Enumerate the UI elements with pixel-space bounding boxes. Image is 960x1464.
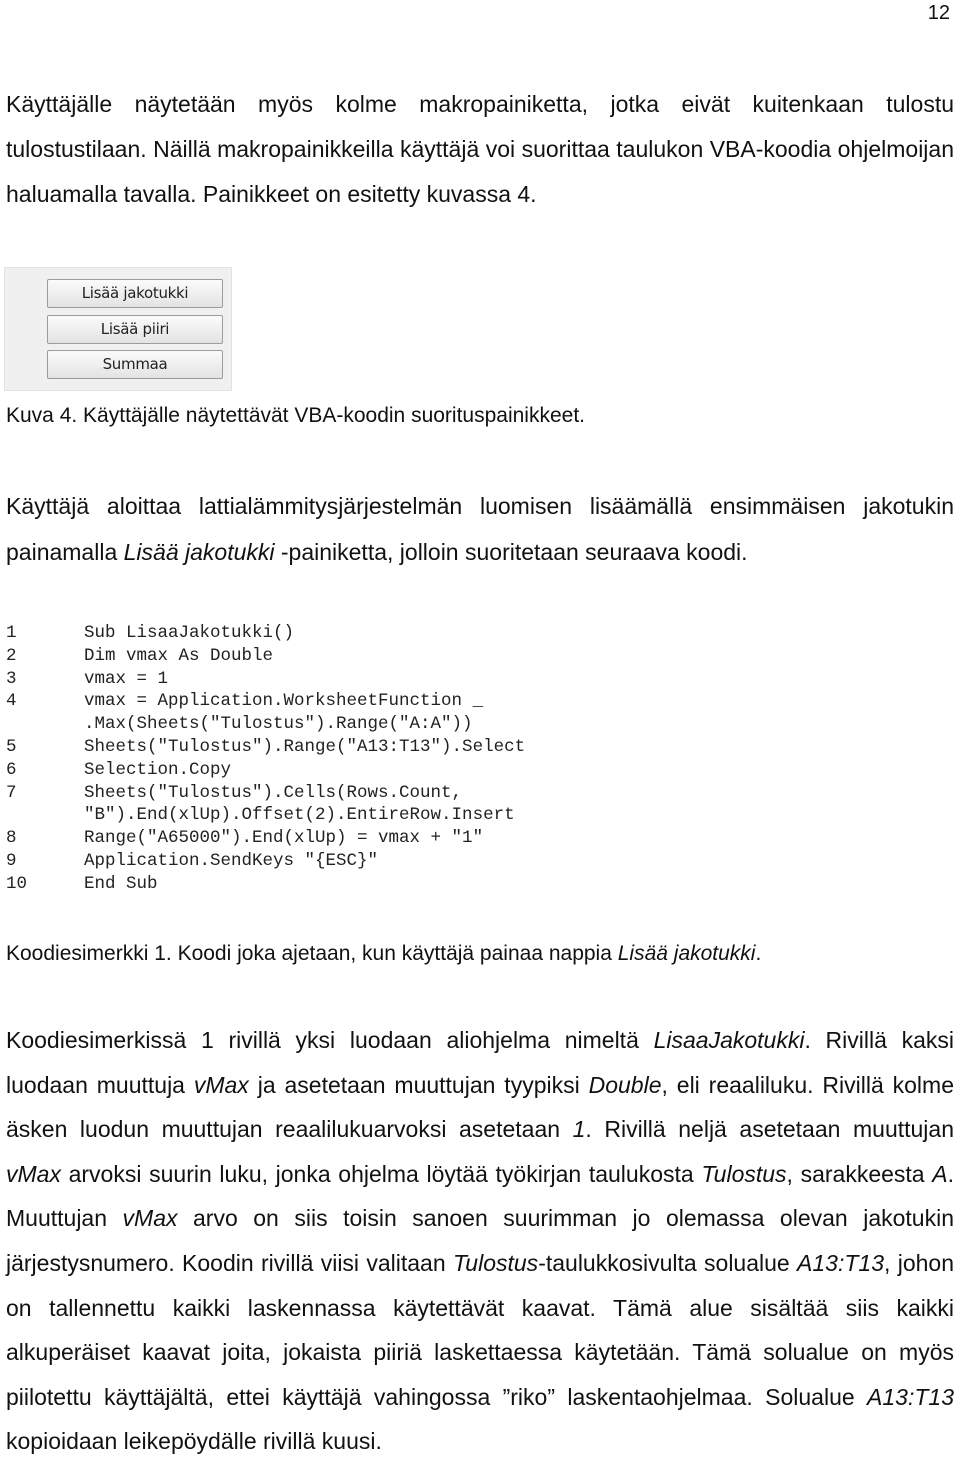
paragraph-text: . Rivillä neljä asetetaan muuttujan [585,1116,954,1143]
italic-term: Tulostus [452,1249,539,1276]
code-line [6,873,906,896]
paragraph-text: , johon on tallennettu kaikki laskennassa käytettävät kaavat. Tämä alue sisältää siis kaikki alkuperäiset kaavat joita, jokaista piiriä laskettaessa käytetään. Tämä solualue on myös piilotettu käyttäjältä, ettei käyttäjä vahingossa ”riko” laskentaohjelmaa. Solualue [6,1249,954,1410]
italic-term: A13:T13 [797,1249,884,1276]
code-line-number [6,804,84,827]
page-number: 12 [927,2,950,24]
code-caption-end: . [755,942,762,965]
italic-term: vMax [6,1160,61,1187]
code-line-number: 7 [6,782,17,803]
code-line-text: Sheets("Tulostus").Cells(Rows.Count, [84,782,463,803]
italic-term: 1 [572,1116,586,1143]
paragraph-start [6,483,954,575]
code-line-number: 4 [6,691,17,712]
paragraph-text: kopioidaan leikepöydälle rivillä kuusi. [6,1428,382,1455]
code-caption-italic: Lisää jakotukki [617,942,756,965]
figure-caption: Kuva 4. Käyttäjälle näytettävät VBA-koodin suorituspainikkeet. [6,404,585,427]
code-line-text: .Max(Sheets("Tulostus").Range("A:A")) [84,714,473,735]
italic-term: A [932,1160,948,1187]
code-line-number [6,713,84,736]
code-line-text: Dim vmax As Double [84,645,274,666]
macro-buttons-figure [4,267,232,391]
sum-button[interactable]: Summaa [47,350,223,379]
paragraph-start-italic: Lisää jakotukki [123,539,275,565]
code-line-number: 6 [6,759,17,780]
code-line-text: Sub LisaaJakotukki() [84,623,295,643]
italic-term: Double [588,1071,662,1098]
code-line [6,668,906,691]
paragraph-text: ja asetetaan muuttujan tyypiksi [248,1071,589,1098]
italic-term: Tulostus [701,1160,787,1187]
paragraph-start-text-end: -painiketta, jolloin suoritetaan seuraava koodi. [274,539,748,565]
code-line [6,759,906,782]
code-line [6,690,906,713]
paragraph-start-text: Käyttäjä aloittaa lattialämmitysjärjestelmän luomisen lisäämällä ensimmäisen jakotukin painamalla [6,493,954,565]
code-line-number: 5 [6,736,17,757]
code-line-text: Application.SendKeys "{ESC}" [84,850,379,871]
code-caption [6,942,761,966]
italic-term: A13:T13 [867,1383,954,1410]
italic-term: vMax [193,1071,249,1098]
code-line [6,713,906,736]
code-line [6,736,906,759]
paragraph-explanation [6,1018,954,1464]
code-listing [6,622,906,896]
paragraph-text: . Rivillä kaksi luodaan muuttuja [6,1027,954,1098]
code-line [6,804,906,827]
code-line-number: 2 [6,645,17,666]
code-line-number: 1 [6,623,17,643]
paragraph-text: , sarakkeesta [786,1160,933,1187]
code-line-number: 3 [6,668,17,689]
paragraph-text: Koodiesimerkissä 1 rivillä yksi luodaan aliohjelma nimeltä [6,1027,654,1053]
code-line-text: vmax = Application.WorksheetFunction _ [84,691,484,712]
paragraph-text: arvo on siis toisin sanoen suurimman jo olemassa olevan jakotukin järjestysnumero. Koodin rivillä viisi valitaan [6,1205,954,1276]
code-line [6,850,906,873]
code-line [6,782,906,805]
code-line-number: 8 [6,828,17,849]
code-line-number: 9 [6,850,17,871]
paragraph-text: . Muuttujan [6,1160,954,1232]
italic-term: vMax [122,1205,178,1232]
code-line-text: Selection.Copy [84,759,232,780]
paragraph-text: , eli reaaliluku. Rivillä kolme äsken luodun muuttujan reaalilukuarvoksi asetetaan [6,1071,954,1143]
code-line-number: 10 [6,873,28,894]
italic-term: LisaaJakotukki [653,1027,805,1053]
add-circuit-button[interactable]: Lisää piiri [47,315,223,344]
code-caption-text: Koodiesimerkki 1. Koodi joka ajetaan, kun käyttäjä painaa nappia [6,942,618,965]
paragraph-text: -taulukkosivulta solualue [538,1249,798,1276]
code-line [6,827,906,850]
code-line-text: End Sub [84,873,158,894]
code-line [6,645,906,668]
add-manifold-button[interactable]: Lisää jakotukki [47,279,223,308]
code-line-text: Range("A65000").End(xlUp) = vmax + "1" [84,828,484,849]
code-line-text: "B").End(xlUp).Offset(2).EntireRow.Insert [84,805,515,826]
code-line [6,622,906,645]
code-line-text: vmax = 1 [84,668,169,689]
code-line-text: Sheets("Tulostus").Range("A13:T13").Select [84,736,526,757]
paragraph-intro: Käyttäjälle näytetään myös kolme makropainiketta, jotka eivät kuitenkaan tulostu tulostustilaan. Näillä makropainikkeilla käyttäjä voi suorittaa taulukon VBA-koodia ohjelmoijan haluamalla tavalla. Painikkeet on esitetty kuvassa 4. [6,91,954,207]
paragraph-text: arvoksi suurin luku, jonka ohjelma löytää työkirjan taulukosta [60,1160,702,1187]
